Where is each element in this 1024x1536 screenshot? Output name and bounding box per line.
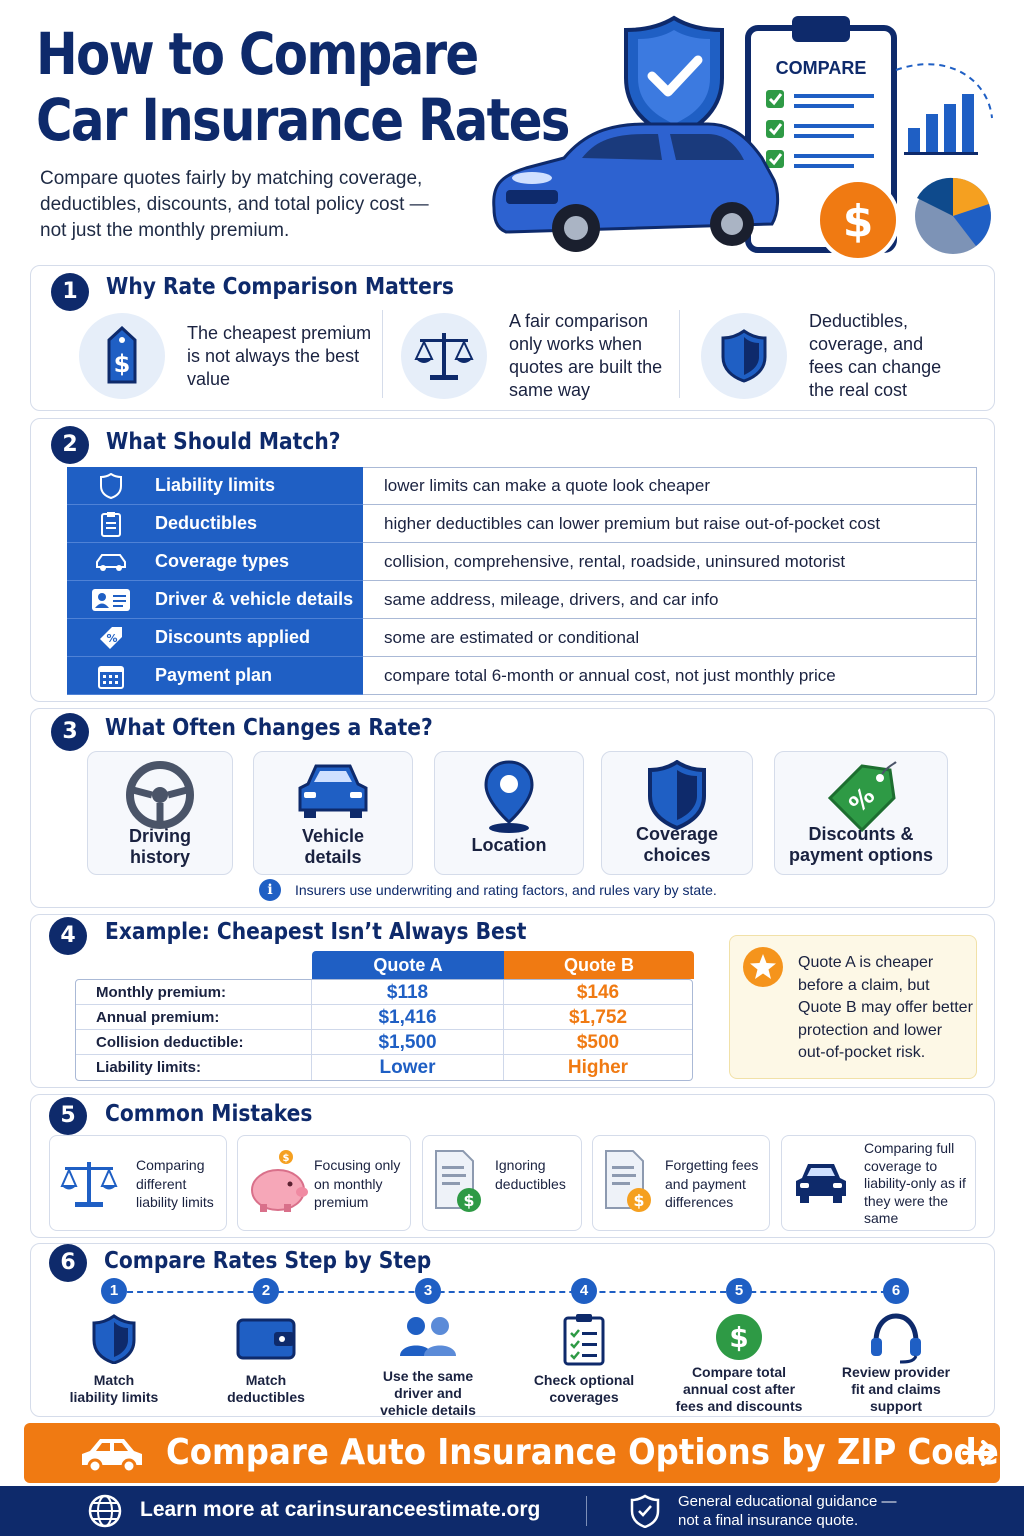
factor-card (253, 751, 413, 875)
dollar-coin-icon (818, 180, 898, 260)
row-label: Liability limits (155, 475, 276, 495)
callout-text: Quote A is cheaper before a claim, but Quote B may offer better protection and lower out-of-pocket risk. (798, 954, 973, 1061)
hero-illustration (486, 8, 1006, 263)
section-title: What Should Match? (106, 429, 341, 455)
factor-card (774, 751, 948, 875)
svg-text:$: $ (463, 1191, 475, 1210)
svg-text:%: % (843, 781, 881, 819)
why-item-text: A fair comparison only works when quotes are built the same way (509, 311, 663, 400)
factor-card (601, 751, 753, 875)
mistake-card (49, 1135, 227, 1231)
disclaimer-line: not a final insurance quote. (678, 1512, 859, 1529)
step-label: liability limits (69, 1389, 159, 1405)
section-number: 3 (51, 713, 89, 751)
step-label: fit and claims (851, 1381, 941, 1397)
svg-text:$: $ (633, 1191, 645, 1210)
shield-check-icon (630, 1494, 660, 1528)
mistake-card (781, 1135, 976, 1231)
mistake-card (592, 1135, 770, 1231)
shield-icon (647, 760, 707, 830)
section-number: 6 (49, 1244, 87, 1282)
svg-text:$: $ (282, 1153, 290, 1164)
quote-a-value: Lower (312, 1055, 504, 1080)
factor-label: choices (643, 845, 711, 865)
step-label: driver and (394, 1385, 462, 1401)
section-title: What Often Changes a Rate? (105, 715, 433, 741)
svg-text:$: $ (842, 196, 874, 247)
step-label: coverages (549, 1389, 619, 1405)
disclaimer (678, 1492, 896, 1530)
rate-factors-note (259, 879, 717, 901)
step-number: 6 (883, 1278, 909, 1304)
quote-b-value: Higher (567, 1057, 629, 1078)
svg-text:%: % (106, 631, 118, 645)
scales-icon (401, 313, 487, 399)
step-label: vehicle details (380, 1402, 476, 1418)
step-item (191, 1278, 341, 1405)
document-dollar-icon (433, 1148, 485, 1214)
row-value: some are estimated or conditional (363, 619, 977, 657)
footer (0, 1486, 1024, 1536)
mistake-text: Focusing only on monthly premium (314, 1157, 401, 1210)
section-common-mistakes (30, 1094, 995, 1238)
table-row (76, 1055, 692, 1080)
row-label: Annual premium: (76, 1005, 312, 1029)
dollar-coin-icon (714, 1312, 764, 1362)
row-label: Collision deductible: (76, 1030, 312, 1054)
document-coin-icon (603, 1148, 655, 1214)
page-subtitle: Compare quotes fairly by matching coverage, deductibles, discounts, and total policy cost — not just the monthly premium. (40, 168, 429, 241)
car-icon (67, 552, 155, 572)
step-item (353, 1278, 503, 1418)
table-row (67, 467, 977, 505)
step-label: Match (245, 1372, 287, 1388)
section-what-should-match (30, 418, 995, 702)
quote-b-value: $500 (576, 1032, 620, 1053)
car-icon (78, 1435, 146, 1473)
table-row (67, 581, 977, 619)
section-number: 5 (49, 1097, 87, 1135)
factor-label: Coverage (635, 824, 719, 844)
table-row (67, 657, 977, 695)
title-line-1: How to Compare (36, 20, 478, 88)
step-label: Compare total (691, 1364, 787, 1380)
step-number: 1 (101, 1278, 127, 1304)
step-label: Check optional (533, 1372, 635, 1388)
factor-label: Vehicle (301, 826, 365, 846)
learn-more-link[interactable]: Learn more at carinsuranceestimate.org (140, 1498, 541, 1521)
disclaimer-line: General educational guidance — (678, 1493, 897, 1510)
section-rate-factors (30, 708, 995, 908)
percent-tag-icon (824, 760, 898, 834)
quote-b-value: $146 (576, 982, 620, 1003)
factor-label: details (304, 847, 362, 867)
globe-icon (88, 1494, 122, 1528)
mistake-card (237, 1135, 411, 1231)
step-label: annual cost after (682, 1381, 796, 1397)
section-title: Example: Cheapest Isn’t Always Best (105, 919, 527, 945)
step-item (664, 1278, 814, 1414)
mistake-text: Comparing full coverage to liability-only as if they were the same (864, 1140, 966, 1226)
factor-card (87, 751, 233, 875)
shield-icon (92, 1314, 136, 1364)
people-icon (396, 1314, 460, 1358)
row-value: collision, comprehensive, rental, roadside, uninsured motorist (363, 543, 977, 581)
step-item (509, 1278, 659, 1405)
checklist-icon (562, 1312, 606, 1366)
match-table (67, 467, 977, 695)
table-row (76, 1030, 692, 1055)
mistake-text: Forgetting fees and payment differences (665, 1157, 759, 1210)
step-number: 4 (571, 1278, 597, 1304)
factor-label: Discounts & (808, 824, 914, 844)
why-item-text: The cheapest premium is not always the best value (187, 322, 372, 389)
star-icon (742, 946, 784, 988)
insight-callout (729, 935, 977, 1079)
scales-icon (60, 1158, 118, 1210)
id-card-icon (67, 588, 155, 612)
svg-text:$: $ (113, 350, 131, 378)
row-value: compare total 6-month or annual cost, not just monthly price (363, 657, 977, 695)
quote-a-value: $1,416 (312, 1005, 504, 1029)
step-label: fees and discounts (675, 1398, 803, 1414)
why-item (79, 310, 377, 402)
note-text: Insurers use underwriting and rating factors, and rules vary by state. (295, 882, 717, 898)
step-label: Use the same (382, 1368, 474, 1384)
step-label: Match (93, 1372, 135, 1388)
section-title: Compare Rates Step by Step (104, 1248, 432, 1274)
factor-card (434, 751, 584, 875)
car-front-icon (792, 1160, 850, 1206)
row-label: Discounts applied (155, 627, 311, 647)
factor-label: payment options (788, 845, 933, 865)
step-item (821, 1278, 971, 1414)
table-row (76, 1005, 692, 1030)
quote-comparison-table (75, 979, 693, 1081)
why-item-text: Deductibles, coverage, and fees can change the real cost (809, 311, 942, 400)
step-number: 2 (253, 1278, 279, 1304)
section-steps (30, 1243, 995, 1417)
step-label: deductibles (227, 1389, 305, 1405)
row-label: Liability limits: (76, 1055, 312, 1080)
map-pin-icon (482, 760, 536, 836)
quote-b-value: $1,752 (568, 1007, 628, 1028)
calendar-icon (67, 663, 155, 689)
table-row (67, 543, 977, 581)
section-title: Why Rate Comparison Matters (106, 274, 454, 300)
row-label: Driver & vehicle details (155, 589, 354, 609)
quote-a-value: $1,500 (312, 1030, 504, 1054)
factor-label: history (129, 847, 190, 867)
mistake-card (422, 1135, 582, 1231)
svg-text:$: $ (729, 1321, 749, 1354)
row-label: Coverage types (155, 551, 290, 571)
row-label: Deductibles (155, 513, 258, 533)
section-number: 2 (51, 426, 89, 464)
section-title: Common Mistakes (105, 1101, 313, 1127)
row-value: higher deductibles can lower premium but raise out-of-pocket cost (363, 505, 977, 543)
compare-by-zip-button[interactable] (24, 1423, 1000, 1483)
blue-car-illustration (494, 124, 778, 252)
steering-wheel-icon (125, 760, 195, 830)
shield-check-icon (626, 16, 724, 138)
clipboard-label: COMPARE (775, 58, 867, 78)
section-number: 4 (49, 917, 87, 955)
table-row (76, 980, 692, 1005)
car-front-icon (294, 760, 372, 822)
shield-icon (701, 313, 787, 399)
title-line-2: Car Insurance Rates (36, 86, 569, 154)
shield-icon (67, 473, 155, 499)
price-tag-icon (79, 313, 165, 399)
section-example-quotes (30, 914, 995, 1088)
step-label: support (869, 1398, 923, 1414)
quote-a-value: $118 (312, 980, 504, 1004)
headset-icon (868, 1312, 924, 1364)
step-item (39, 1278, 189, 1405)
info-icon: i (259, 879, 281, 901)
row-label: Payment plan (155, 665, 273, 685)
why-item (701, 310, 959, 402)
row-value: same address, mileage, drivers, and car info (363, 581, 977, 619)
section-why-comparison (30, 265, 995, 411)
factor-label: Driving (128, 826, 191, 846)
quote-a-header: Quote A (312, 951, 504, 979)
discount-tag-icon (67, 625, 155, 651)
mistake-text: Ignoring deductibles (495, 1157, 566, 1192)
row-label: Monthly premium: (76, 980, 312, 1004)
clipboard-icon (67, 511, 155, 537)
cta-label: Compare Auto Insurance Options by ZIP Code (166, 1432, 999, 1473)
table-row (67, 505, 977, 543)
piggy-bank-icon (246, 1148, 310, 1214)
step-number: 3 (415, 1278, 441, 1304)
bar-chart-icon (896, 64, 992, 155)
factor-label: Location (471, 835, 547, 855)
row-value: lower limits can make a quote look cheaper (363, 467, 977, 505)
table-row (67, 619, 977, 657)
pie-chart-icon (915, 178, 991, 254)
step-number: 5 (726, 1278, 752, 1304)
wallet-icon (236, 1314, 296, 1360)
mistake-text: Comparing different liability limits (136, 1157, 214, 1210)
why-item (401, 310, 669, 402)
section-number: 1 (51, 273, 89, 311)
arrow-right-icon (962, 1440, 998, 1466)
step-label: Review provider (841, 1364, 951, 1380)
quote-b-header: Quote B (504, 951, 694, 979)
